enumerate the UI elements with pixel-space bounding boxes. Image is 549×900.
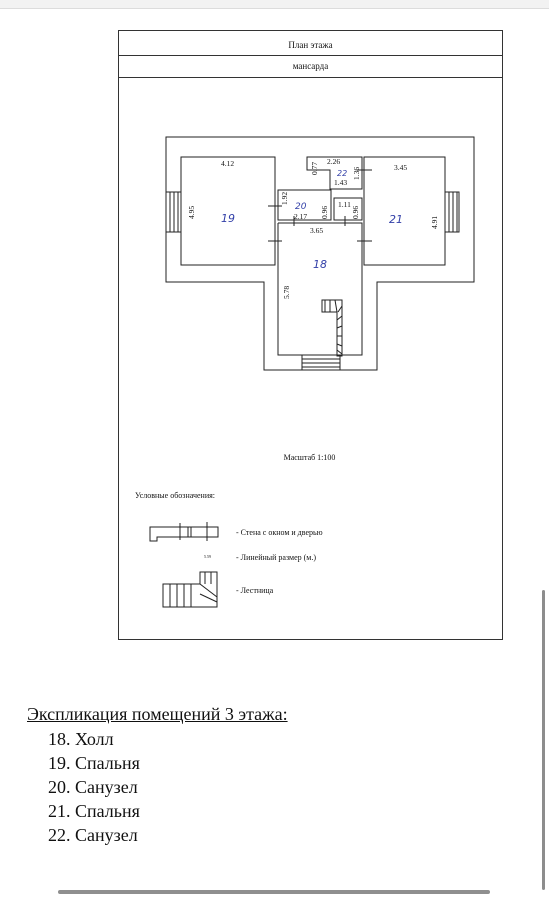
dim-room20-side: 1.92 [280, 191, 289, 205]
room-22-number: 22 [337, 169, 348, 178]
legend-wall-symbol [150, 522, 218, 541]
dim-room21-width: 3.45 [394, 163, 408, 172]
legend-wall-label: - Стена с окном и дверью [236, 528, 323, 537]
legend-dim-label: - Линейный размер (м.) [236, 553, 317, 562]
scale-label: Масштаб 1:100 [283, 453, 336, 462]
explication-item: 22. Санузел [48, 825, 138, 845]
sheet-subheader: мансарда [119, 55, 502, 78]
dim-room20-bottom: 2.17 [294, 212, 308, 221]
dim-room22-small: 0.77 [310, 161, 319, 175]
explication-item: 21. Спальня [48, 801, 140, 821]
dim-room22-top: 2.26 [327, 157, 341, 166]
legend-title: Условные обозначения: [135, 491, 216, 500]
room-20-number: 20 [295, 202, 307, 212]
plan-outer-wall [166, 137, 474, 370]
dim-room21-height: 4.91 [430, 215, 439, 229]
dim-room19-height: 4.95 [187, 205, 196, 219]
dim-hall-height: 5.78 [282, 285, 291, 299]
dim-niche-width: 1.11 [338, 200, 351, 209]
room-19-number: 19 [221, 212, 235, 225]
room-21-outline [364, 157, 445, 265]
legend-stair-label: - Лестница [236, 586, 274, 595]
dim-hall-width: 3.65 [310, 226, 324, 235]
dim-room22-side: 1.36 [352, 166, 361, 180]
room-18-number: 18 [313, 258, 327, 271]
home-indicator-bar[interactable] [58, 890, 490, 894]
legend-dim-sample: 5.59 [204, 554, 211, 559]
sheet-header: План этажа [119, 31, 502, 56]
explication-title: Экспликация помещений 3 этажа: [27, 704, 288, 724]
explication-item: 20. Санузел [48, 777, 138, 797]
explication-item: 18. Холл [48, 729, 114, 749]
staircase-icon [322, 300, 342, 356]
vertical-scrollbar[interactable] [542, 590, 545, 890]
legend-stair-symbol [163, 572, 217, 607]
dim-room20-right: 0.96 [320, 205, 329, 219]
explication-item: 19. Спальня [48, 753, 140, 773]
dim-niche-height: 0.96 [351, 205, 360, 219]
room-21-number: 21 [389, 213, 403, 226]
dim-room22-bottom: 1.43 [334, 178, 348, 187]
dim-room19-width: 4.12 [221, 159, 235, 168]
